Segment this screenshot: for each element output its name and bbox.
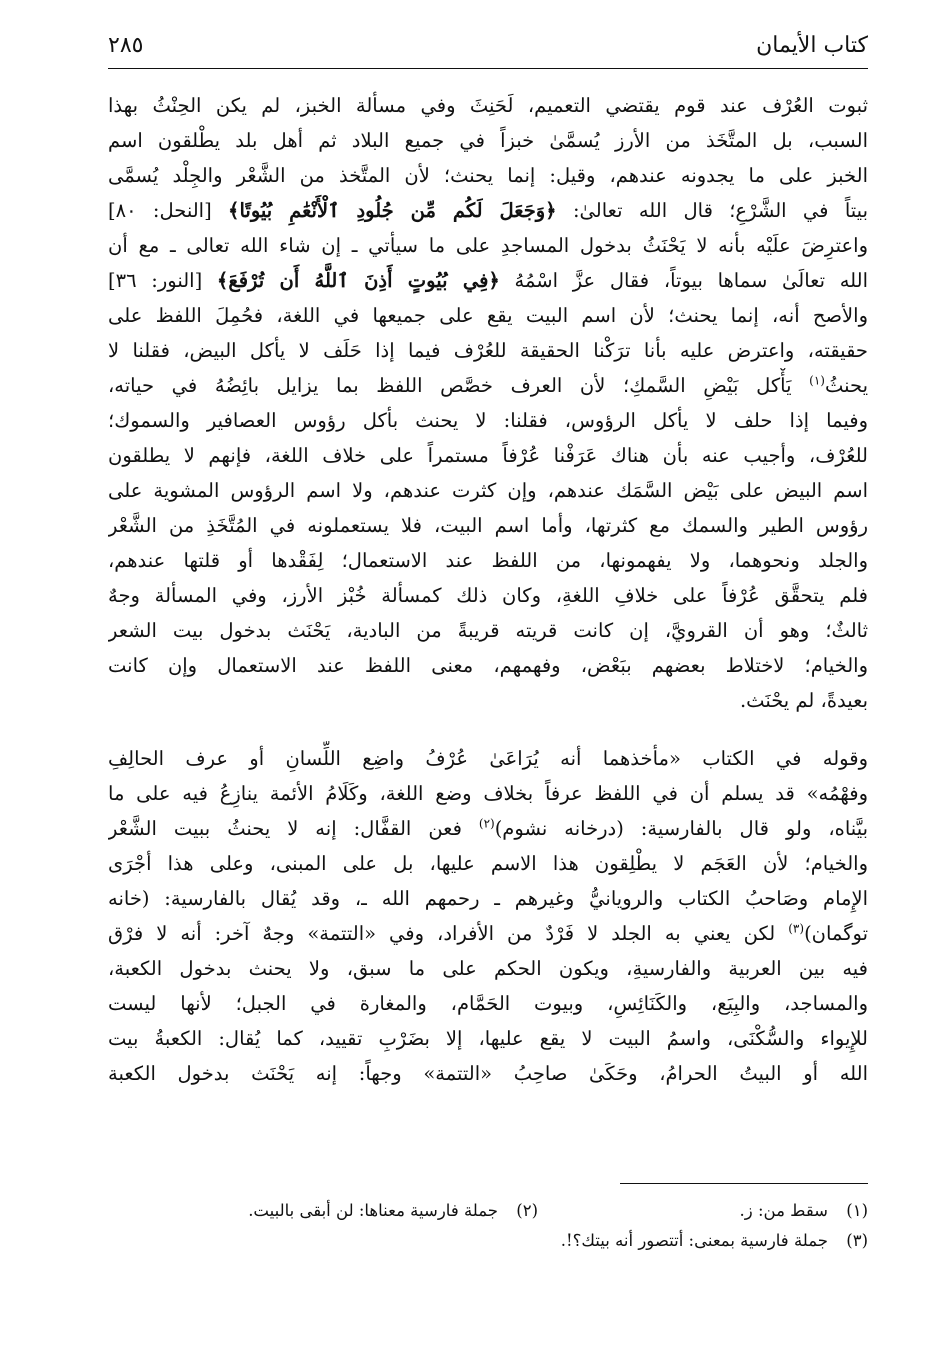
footnote-number: (٣): [846, 1231, 868, 1250]
text-line: والخيام؛ لاختلاط بعضهم ببَعْض، وفهمهم، معنى اللفظ عند الاستعمال وإن كانت: [108, 654, 868, 677]
text-segment: فعن القفَّال: إنه لا يحنثُ ببيت الشَّعْر: [108, 817, 462, 840]
footnote-row: [108, 1226, 868, 1256]
footnote-text: جملة فارسية بمعنى: أتتصور أنه بيتك؟!.: [560, 1231, 828, 1250]
text-line: للإِيواء والسُّكْنَى، واسمُ البيت لا يقع عليها، إلا بضَرْبِ تقييد، كما يُقال: الكعبةُ بيت: [108, 1027, 868, 1050]
page-number: ٢٨٥: [108, 33, 144, 58]
quran-verse: ﴿فِي بُيُوتٍ أَذِنَ ٱللَّهُ أَن تُرْفَعَ﴾: [216, 269, 500, 292]
text-line: ثالثٌ؛ وهو أن القرويَّ، إن كانت قريته قريبةً من البادية، يَحْنَث بدخول بيت الشعر: [108, 619, 868, 642]
text-line: اسم البيض على بَيْض السَّمَك عندهم، وإن كثرت عندهم، ولا اسم الرؤوس المشوية على: [108, 479, 868, 502]
text-line: بعيدةً، لم يحْنَث.: [739, 689, 868, 712]
footnotes: [108, 1196, 868, 1256]
footnote-item: [248, 1196, 538, 1226]
footnote-divider: [620, 1183, 868, 1184]
text-line: [108, 263, 868, 298]
text-segment: الله تعالَىٰ سماها بيوتاً، فقال عزَّ اسْمُهُ: [514, 269, 868, 292]
text-segment: توگمان): [804, 922, 868, 945]
footnote-text: جملة فارسية معناها: لن أبقى بالبيت.: [248, 1201, 498, 1220]
text-line: والخيام؛ لأن العَجَم لا يطْلِقون هذا الاسم عليها، بل على المبنى، وعلى هذا أجْرَى: [108, 852, 868, 875]
text-line: فلم يتحقَّق عُرْفاً على خلافِ اللغةِ، وكان ذلك كمسألة خُبْز الأرز، وفي المسألة وجهٌ: [108, 584, 868, 607]
footnote-row: [108, 1196, 868, 1226]
text-line: فيه بين العربية والفارسيةِ، ويكون الحكم على ما سبق، ولا يحنث بدخول الكعبة،: [108, 957, 868, 980]
verse-reference: [النحل: ٨٠]: [108, 199, 212, 222]
footnote-item: [740, 1196, 869, 1226]
footnote-text: سقط من: ز.: [739, 1201, 828, 1220]
page-header: [108, 30, 868, 66]
text-line: [108, 916, 868, 951]
header-divider: [108, 68, 868, 69]
text-line: الخبز على ما يجدونه عندهم، وقيل: إنما يحنث؛ لأن المتَّخذ من الشَّعْر والجِلْد يُسمَّى: [108, 164, 868, 187]
text-segment: بيتاً في الشَّرْعِ؛ قال الله تعالىٰ:: [572, 199, 868, 222]
text-line: [108, 368, 868, 403]
footnote-item: [561, 1226, 868, 1256]
paragraph-gap: [108, 718, 868, 741]
footnote-number: (١): [846, 1201, 868, 1220]
text-line: وقوله في الكتاب «مأخذهما أنه يُرَاعَىٰ عُرْفُ واضِع اللِّسانِ أو عرف الحالِفِ: [108, 747, 868, 770]
text-line: رؤوس الطير والسمك مع كثرتها، وأما اسم البيت، فلا يستعملونه في المُتَّخَذِ من الشَّعْر: [108, 514, 868, 537]
footnote-marker: (٣): [788, 921, 805, 936]
text-segment: يحنثُ: [824, 374, 868, 397]
main-text: [108, 88, 868, 1091]
text-line: وفهْمُه» قد يسلم أن في اللفظ عرفاً بخلاف وضع اللغة، وكَلَامُ الأئمة ينازِعُ فيه على ما: [108, 782, 868, 805]
text-line: وفيما إذا حلف لا يأكل الرؤوس، فقلنا: لا يحنث بأكل رؤوس العصافير والسموك؛: [108, 409, 868, 432]
chapter-title: كتاب الأيمان: [756, 33, 868, 58]
text-line: والجلد ونحوهما، ولا يفهمونها، من اللفظ عند الاستعمال؛ لِفَقْدها أو قلتها عندهم،: [108, 549, 868, 572]
text-segment: لكن يعني به الجلد لا فَرْدٌ من الأفراد، وفي «التتمة» وجهٌ آخر: أنه لا فرْق: [108, 922, 776, 945]
text-line: واعترِضَ علَيْه بأنه لا يَحْنَثُ بدخول المساجدِ على ما سيأتي ـ إن شاء الله تعالى ـ مع أن: [108, 234, 868, 257]
text-line: حقيقته، واعترض عليه بأنا ترَكْنا الحقيقة للعُرْف فيما إذا حَلَف لا يأكل البيض، فقلنا لا: [108, 339, 868, 362]
text-line: والمساجد، والبِيَع، والكَنَائِسِ، وبيوت الحَمَّام، والمغارة في الجبل؛ لأنها ليست: [108, 992, 868, 1015]
text-line: [108, 811, 868, 846]
footnote-marker: (١): [809, 373, 825, 388]
footnote-number: (٢): [516, 1201, 538, 1220]
text-line: الإِمام وصَاحبُ الكتاب والرويانيُّ وغيرهم ـ رحمهم الله ـ، وقد يُقال بالفارسية: (خانه: [108, 887, 868, 910]
text-line: [108, 193, 868, 228]
text-segment: يَأْكل بَيْضِ السَّمكِ؛ لأن العرف خصَّص اللفظ بما يزايل بائِضُهُ في حياته،: [108, 374, 792, 397]
quran-verse: ﴿وَجَعَلَ لَكُم مِّن جُلُودِ ٱلْأَنْعَٰمِ بُيُوتًا﴾: [228, 199, 557, 222]
text-segment: بيَّناه، ولو قال بالفارسية: (درخانه نشوم): [494, 817, 868, 840]
text-line: السبب، بل المتَّخَذ من الأرز يُسمَّىٰ خبزاً في جميع البلاد ثم أهل بلد يطْلقون اسم: [108, 129, 868, 152]
text-line: للعُرْف، وأجيب عنه بأن هناك عَرَفْنا عُرْفاً مستمراً على خلاف اللغة، فإنهم لا يطلقون: [108, 444, 868, 467]
verse-reference: [النور: ٣٦]: [108, 269, 203, 292]
text-line: الله أو البيتُ الحرامُ، وحَكَىٰ صاحِبُ «التتمة» وجهاً: إنه يَحْنَث بدخول الكعبة: [108, 1062, 868, 1085]
footnote-marker: (٢): [478, 816, 495, 831]
text-line: ثبوت العُرْف عند قوم يقتضي التعميم، لَحَنِثَ وفي مسألة الخبز، لم يكن الحِنْثُ بهذا: [108, 94, 868, 117]
text-line: والأصح أنه، إنما يحنث؛ لأن اسم البيت يقع على جميعها في اللغة، فحُمِلَ اللفظ على: [108, 304, 868, 327]
